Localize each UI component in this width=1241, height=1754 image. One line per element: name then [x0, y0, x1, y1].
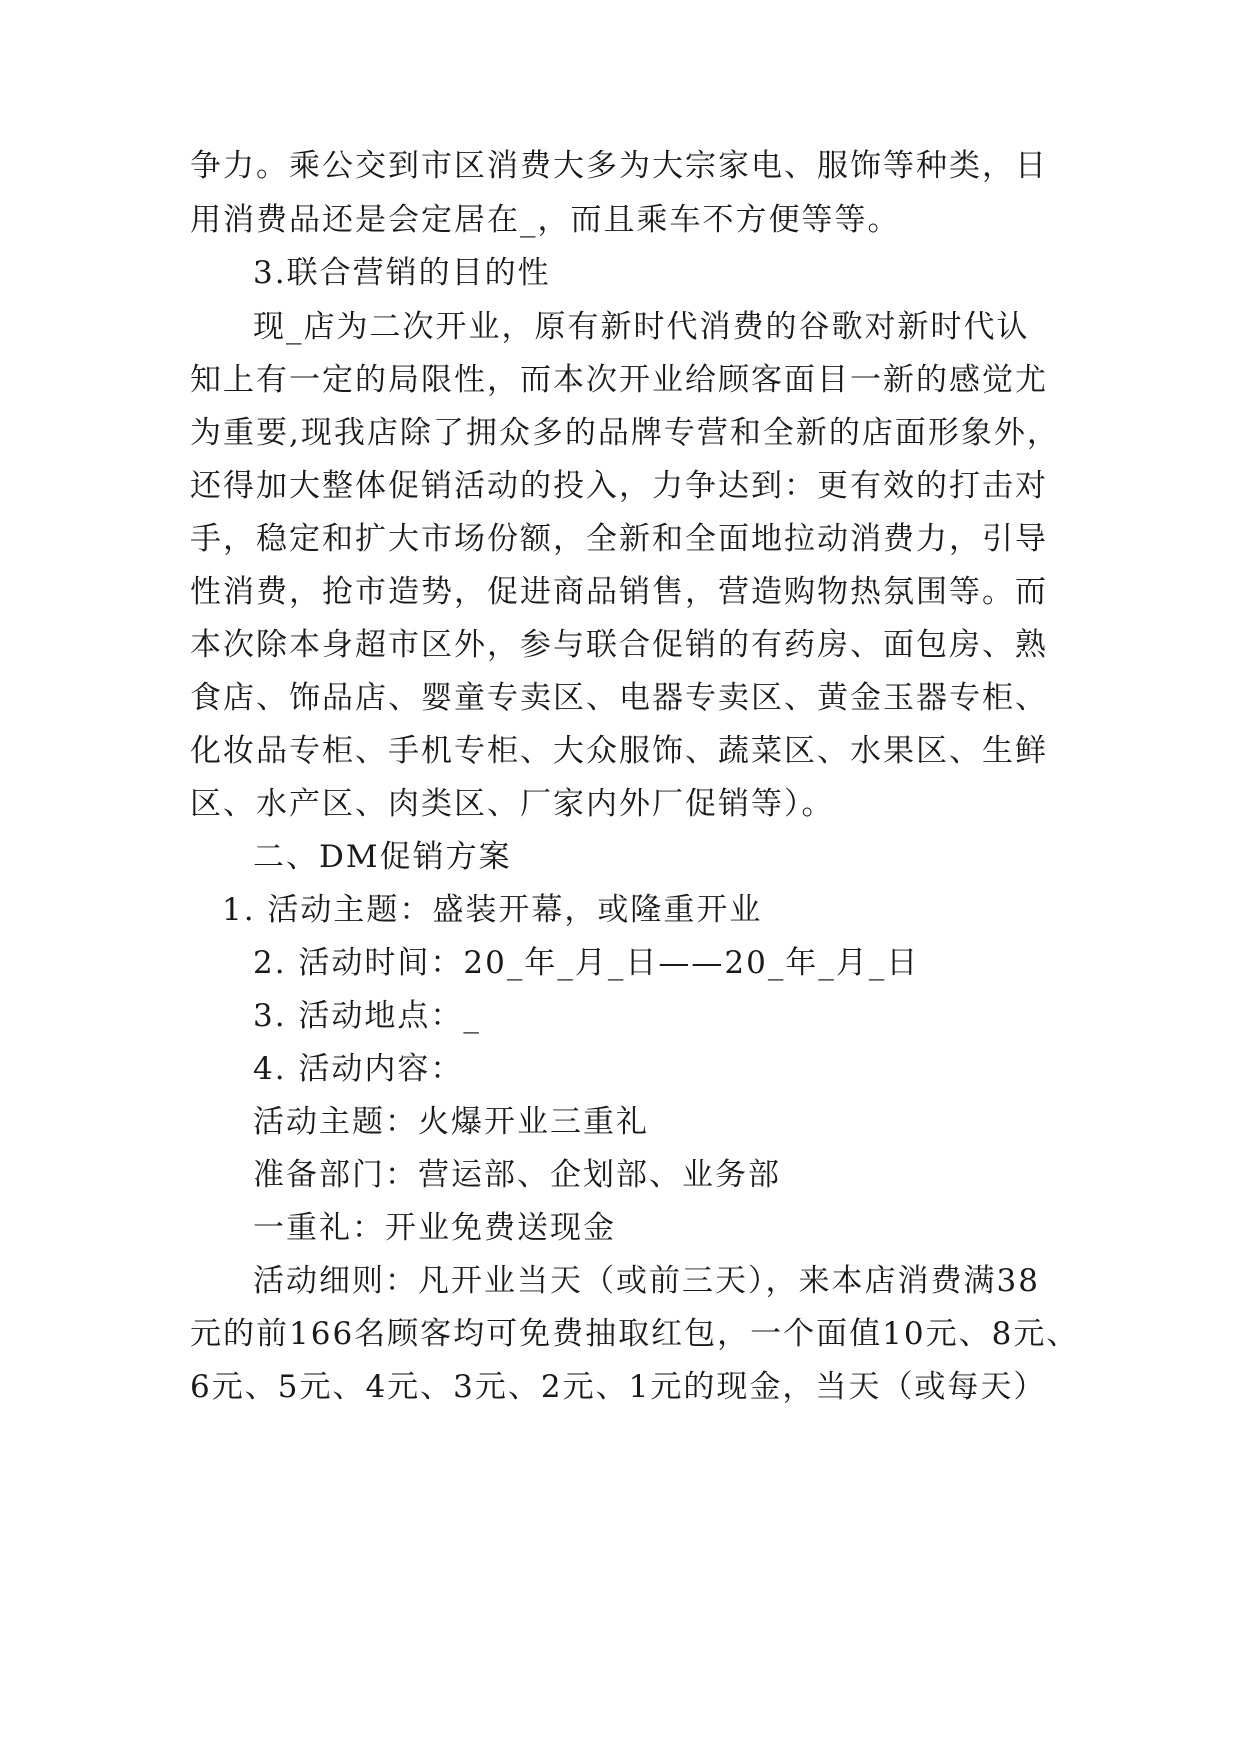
- text-line: 区、水产区、肉类区、厂家内外厂促销等）。: [190, 786, 835, 822]
- text-line: 性消费，抢市造势，促进商品销售，营造购物热氛围等。而: [190, 574, 1048, 610]
- text-line: 准备部门：营运部、企划部、业务部: [253, 1157, 781, 1193]
- text-line: 争力。乘公交到市区消费大多为大宗家电、服饰等种类，日: [190, 148, 1048, 184]
- list-item: 1. 活动主题：盛装开幕，或隆重开业: [222, 892, 763, 928]
- text-line: 活动主题：火爆开业三重礼: [253, 1104, 649, 1140]
- text-line: 现_店为二次开业，原有新时代消费的谷歌对新时代认: [253, 309, 1030, 345]
- text-line: 手，稳定和扩大市场份额，全新和全面地拉动消费力，引导: [190, 521, 1048, 557]
- text-line: 元的前166名顾客均可免费抽取红包，一个面值10元、8元、: [190, 1316, 1080, 1352]
- section-heading: 3.联合营销的目的性: [253, 255, 551, 291]
- list-item: 2. 活动时间：20_年_月_日——20_年_月_日: [253, 945, 920, 981]
- text-line: 知上有一定的局限性，而本次开业给顾客面目一新的感觉尤: [190, 362, 1048, 398]
- list-item: 4. 活动内容：: [253, 1051, 464, 1087]
- text-line: 化妆品专柜、手机专柜、大众服饰、蔬菜区、水果区、生鲜: [190, 733, 1048, 769]
- text-line: 还得加大整体促销活动的投入，力争达到：更有效的打击对: [190, 468, 1048, 504]
- text-line: 为重要,现我店除了拥众多的品牌专营和全新的店面形象外，: [190, 415, 1060, 451]
- text-line: 活动细则：凡开业当天（或前三天），来本店消费满38: [253, 1263, 1040, 1299]
- text-line: 食店、饰品店、婴童专卖区、电器专卖区、黄金玉器专柜、: [190, 680, 1048, 716]
- text-line: 本次除本身超市区外，参与联合促销的有药房、面包房、熟: [190, 627, 1048, 663]
- section-heading: 二、DM促销方案: [253, 839, 512, 875]
- list-item: 3. 活动地点：_: [253, 998, 481, 1034]
- text-line: 6元、5元、4元、3元、2元、1元的现金，当天（或每天）: [190, 1369, 1047, 1405]
- text-line: 一重礼：开业免费送现金: [253, 1210, 616, 1246]
- text-line: 用消费品还是会定居在_，而且乘车不方便等等。: [190, 202, 901, 238]
